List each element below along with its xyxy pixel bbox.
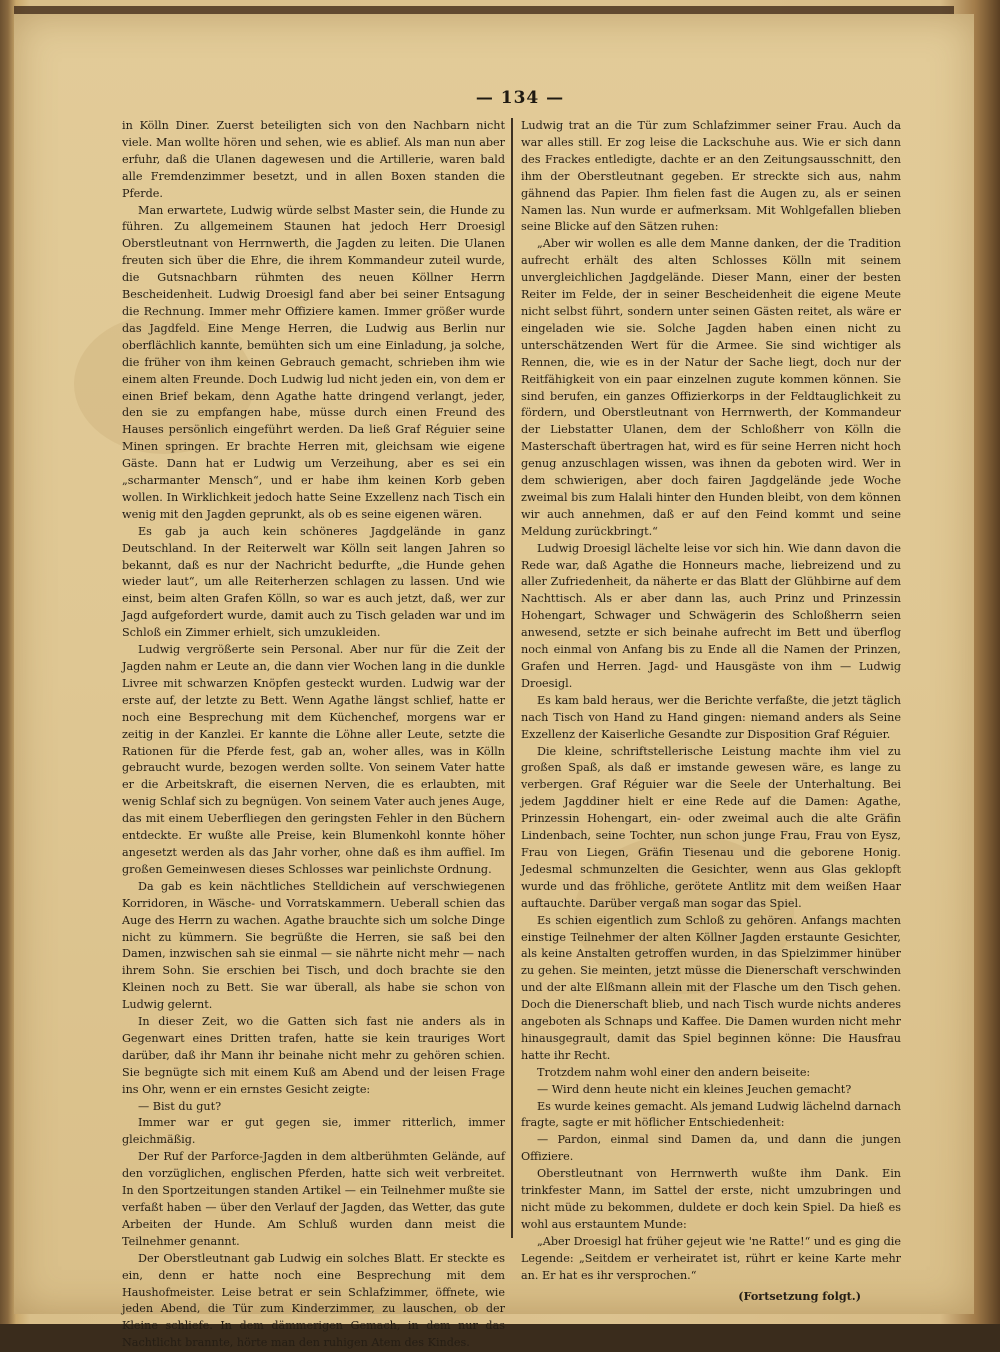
page-number: — 134 — bbox=[475, 88, 565, 108]
paragraph: Oberstleutnant von Herrnwerth wußte ihm Dank. Ein trinkfester Mann, im Sattel der erste, nicht umzubringen und nicht müde zu bekommen, duldete er doch kein Spiel. Da hieß es wohl aus erstauntem Munde: bbox=[521, 1167, 901, 1231]
paragraph: „Aber wir wollen es alle dem Manne danken, der die Tradition aufrecht erhält des alten Schlosses Kölln mit seinem unvergleichlichen Jagdgelände. Dieser Mann, einer der besten Reiter im Felde, der in seiner Bescheidenheit die eigene Meute nicht selbst führt, sondern unter seinen Gästen reitet, als wäre er eingeladen wie sie. Solche Jagden haben einen nicht zu unterschätzenden Wert für die Armee. Sie sind wichtiger als Rennen, die, wie es in der Natur der Sache liegt, doch nur der Reitfähigkeit von ein paar einzelnen zugute kommen können. Sie sind berufen, ein ganzes Offizierkorps in der Feldtauglichkeit zu fördern, und Oberstleutnant von Herrnwerth, der Kommandeur der Liebstatter Ulanen, dem der Schloßherr von Kölln die Masterschaft übertragen hat, wird es für seine Herren nicht hoch genug anzuschlagen wissen, was ihnen da geboten wird. Wer in dem schwierigen, aber doch fairen Jagdgelände jede Woche zweimal bis zum Halali hinter den Hunden bleibt, von dem können wir auch annehmen, daß er auf den Feind kommt und seine Meldung zurückbringt.“ bbox=[521, 237, 901, 538]
continuation-note: (Fortsetzung folgt.) bbox=[738, 1288, 861, 1303]
paragraph: Der Oberstleutnant gab Ludwig ein solches Blatt. Er steckte es ein, denn er hatte noch eine Besprechung mit dem Haushofmeister. Leise betrat er sein Schlafzimmer, öffnete, wie jeden Abend, die Tür zum Kinderzimmer, zu lauschen, ob der Kleine schliefe. In dem dämmerigen Gemach, in dem nur das Nachtlicht brannte, hörte man den ruhigen Atem des Kindes. bbox=[122, 1251, 505, 1350]
paragraph: Es kam bald heraus, wer die Berichte verfaßte, die jetzt täglich nach Tisch von Hand zu Hand gingen: niemand anders als Seine Exzellenz der Kaiserliche Gesandte zur Disposition Graf Réguier. bbox=[521, 693, 901, 741]
paragraph: Immer war er gut gegen sie, immer ritterlich, immer gleichmäßig. bbox=[122, 1116, 505, 1147]
paragraph: in Kölln Diner. Zuerst beteiligten sich von den Nachbarn nicht viele. Man wollte hören und sehen, wie es ablief. Als man nun aber erfuhr, daß die Ulanen dagewesen und die Artillerie, waren bald alle Fremdenzimmer besetzt, und in allen Boxen standen die Pferde. bbox=[122, 119, 505, 200]
paragraph: Ludwig trat an die Tür zum Schlafzimmer seiner Frau. Auch da war alles still. Er zog leise die Lackschuhe aus. Wie er sich dann des Frackes entledigte, dachte er an den Zeitungsausschnitt, den ihm der Oberstleutnant gegeben. Er streckte sich aus, nahm gähnend das Papier. Ihm fielen fast die Augen zu, als er seinen Namen las. Nun wurde er aufmerksam. Mit Wohlgefallen blieben seine Blicke auf den Sätzen ruhen: bbox=[521, 119, 901, 234]
column-divider bbox=[511, 118, 513, 1238]
paragraph: Es gab ja auch kein schöneres Jagdgelände in ganz Deutschland. In der Reiterwelt war Kölln seit langen Jahren so bekannt, daß es nur der Nachricht bedurfte, „die Hunde gehen wieder laut“, um alle Reiterherzen schlagen zu lassen. Und wie einst, beim alten Grafen Kölln, so war es auch jetzt, daß, wer zur Jagd aufgefordert wurde, damit auch zu Tisch geladen war und im Schloß ein Zimmer erhielt, sich umzukleiden. bbox=[122, 524, 505, 640]
paragraph: — Bist du gut? bbox=[138, 1099, 222, 1113]
paragraph: Die kleine, schriftstellerische Leistung machte ihm viel zu großen Spaß, als daß er imstande gewesen wäre, es lange zu verbergen. Graf Réguier war die Seele der Unterhaltung. Bei jedem Jagddiner hielt er eine Rede auf die Damen: Agathe, Prinzessin Hohengart, ein- oder zweimal auch die alte Gräfin Lindenbach, seine Tochter, nun schon junge Frau, Frau von Eysz, Frau von Liegen, Gräfin Tiesenau und die geborene Honig. Jedesmal schmunzelten die Gesichter, wenn aus Glas geklopft wurde und das fröhliche, gerötete Antlitz mit dem weißen Haar auftauchte. Darüber vergaß man sogar das Spiel. bbox=[521, 744, 901, 910]
paragraph: Trotzdem nahm wohl einer den andern beiseite: bbox=[537, 1065, 811, 1079]
paragraph: — Wird denn heute nicht ein kleines Jeuchen gemacht? bbox=[537, 1082, 852, 1096]
paragraph: Ludwig vergrößerte sein Personal. Aber nur für die Zeit der Jagden nahm er Leute an, die dann vier Wochen lang in die dunkle Livree mit schwarzen Knöpfen gesteckt wurden. Ludwig war der erste auf, der letzte zu Bett. Wenn Agathe längst schlief, hatte er noch eine Besprechung mit dem Küchenchef, morgens war er zeitig in der Kanzlei. Er kannte die Löhne aller Leute, setzte die Rationen für die Pferde fest, gab an, woher alles, was in Kölln gebraucht wurde, bezogen werden sollte. Von seinem Vater hatte er die Arbeitskraft, die eisernen Nerven, die es erlaubten, mit wenig Schlaf sich zu begnügen. Von seinem Vater auch jenes Auge, das mit einem Ueberfliegen den geringsten Fehler in den Büchern entdeckte. Er wußte alle Preise, kein Blumenkohl konnte höher angesetzt werden als das Jahr vorher, ohne daß es ihm auffiel. Im großen Gemeinwesen dieses Schlosses war peinlichste Ordnung. bbox=[122, 643, 505, 876]
left-column bbox=[122, 118, 505, 1352]
paragraph: Es wurde keines gemacht. Als jemand Ludwig lächelnd darnach fragte, sagte er mit höflicher Entschiedenheit: bbox=[521, 1099, 901, 1130]
paragraph: Ludwig Droesigl lächelte leise vor sich hin. Wie dann davon die Rede war, daß Agathe die Honneurs mache, liebreizend und zu aller Zufriedenheit, da näherte er das Blatt der Glühbirne auf dem Nachttisch. Als er aber dann las, auch Prinz und Prinzessin Hohengart, Schwager und Schwägerin des Schloßherrn seien anwesend, setzte er sich beinahe aufrecht im Bett und überflog noch einmal von Anfang bis zu Ende all die Namen der Prinzen, Grafen und Herren. Jagd- und Hausgäste von ihm — Ludwig Droesigl. bbox=[521, 541, 901, 690]
paragraph: — Pardon, einmal sind Damen da, und dann die jungen Offiziere. bbox=[521, 1133, 901, 1164]
paragraph: Der Ruf der Parforce-Jagden in dem altberühmten Gelände, auf den vorzüglichen, englischen Pferden, hatte sich weit verbreitet. In den Sportzeitungen standen Artikel — ein Teilnehmer mußte sie verfaßt haben — über den Verlauf der Jagden, das Wetter, das gute Arbeiten der Hunde. Am Schluß wurden dann meist die Teilnehmer genannt. bbox=[122, 1150, 505, 1248]
paragraph: „Aber Droesigl hat früher gejeut wie 'ne Ratte!“ und es ging die Legende: „Seitdem er verheiratet ist, rührt er keine Karte mehr an. Er hat es ihr versprochen.“ bbox=[521, 1234, 901, 1282]
paragraph: Es schien eigentlich zum Schloß zu gehören. Anfangs machten einstige Teilnehmer der alten Köllner Jagden erstaunte Gesichter, als keine Anstalten getroffen wurden, in das Spielzimmer hinüber zu gehen. Sie meinten, jetzt müsse die Dienerschaft verschwinden und der alte Elßmann allein mit der Flasche um den Tisch gehen. Doch die Dienerschaft blieb, und nach Tisch wurde nichts anderes angeboten als Schnaps und Kaffee. Die Damen wurden nicht mehr hinausgegrault, damit das Spiel beginnen könne: Die Hausfrau hatte ihr Recht. bbox=[521, 913, 901, 1062]
paragraph: Man erwartete, Ludwig würde selbst Master sein, die Hunde zu führen. Zu allgemeinem Staunen hat jedoch Herr Droesigl Oberstleutnant von Herrnwerth, die Jagden zu leiten. Die Ulanen freuten sich über die Ehre, die ihrem Kommandeur zuteil wurde, die Gutsnachbarn rühmten des neuen Köllner Herrn Bescheidenheit. Ludwig Droesigl fand aber bei seiner Entsagung die Rechnung. Immer mehr Offiziere kamen. Immer größer wurde das Jagdfeld. Eine Menge Herren, die Ludwig aus Berlin nur oberflächlich kannte, bemühten sich um eine Einladung, ja solche, die früher von ihm keinen Gebrauch gemacht, schrieben ihm wie einem alten Freunde. Doch Ludwig lud nicht jeden ein, von dem er einen Brief bekam, denn Agathe hatte dringend verlangt, jeder, den sie zu empfangen habe, müsse durch einen Freund des Hauses persönlich eingeführt werden. Da ließ Graf Réguier seine Minen springen. Er brachte Herren mit, gleichsam wie eigene Gäste. Dann hat er Ludwig um Verzeihung, aber es sei ein „scharmanter Mensch“, und er habe ihm keinen Korb geben wollen. In Wirklichkeit jedoch hatte Seine Exzellenz nach Tisch ein wenig mit den Jagden geprunkt, als ob es seine eigenen wären. bbox=[122, 203, 505, 521]
right-column bbox=[521, 118, 901, 1304]
paragraph: Da gab es kein nächtliches Stelldichein auf verschwiegenen Korridoren, in Wäsche- und Vorratskammern. Ueberall schien das Auge des Herrn zu wachen. Agathe brauchte sich um solche Dinge nicht zu kümmern. Sie begrüßte die Herren, sie saß bei den Damen, inzwischen sah sie einmal — sie nährte nicht mehr — nach ihrem Sohn. Sie erschien bei Tisch, und doch brachte sie den Kleinen noch zu Bett. Sie war überall, als habe sie schon von Ludwig gelernt. bbox=[122, 879, 505, 1012]
paragraph: In dieser Zeit, wo die Gatten sich fast nie anders als in Gegenwart eines Dritten trafen, hatte sie kein trauriges Wort darüber, daß ihr Mann ihr beinahe nicht mehr zu gehören schien. Sie begnügte sich mit einem Kuß am Abend und der leisen Frage ins Ohr, wenn er ein ernstes Gesicht zeigte: bbox=[122, 1015, 505, 1096]
